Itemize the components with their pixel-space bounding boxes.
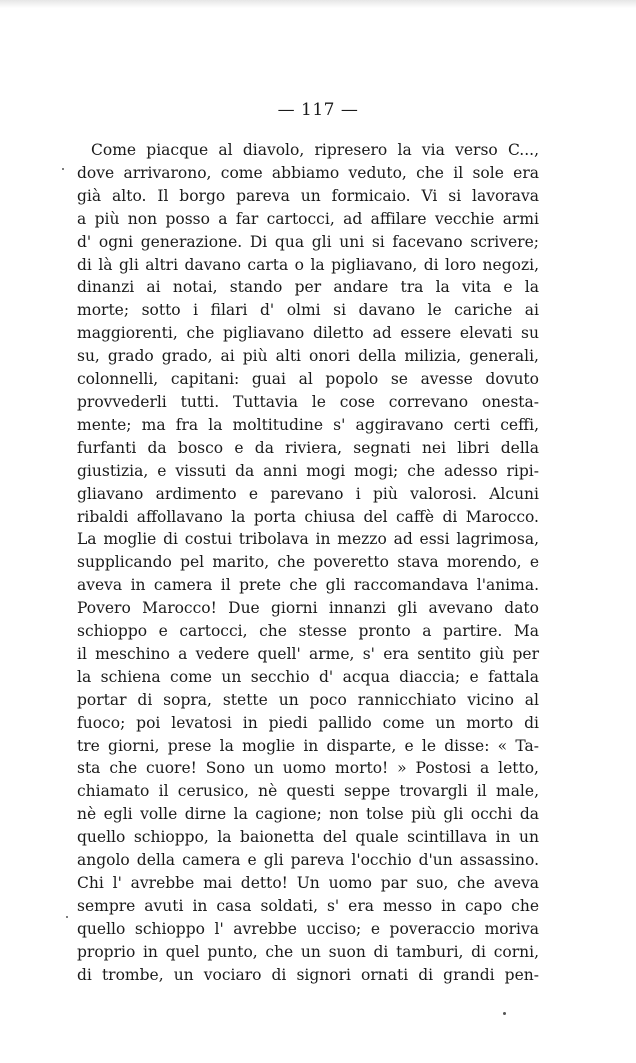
text-line: maggiorenti, che pigliavano diletto ad essere elevati su: [77, 324, 539, 343]
text-line: il meschino a vedere quell' arme, s' era sentito giù per: [77, 644, 539, 663]
scan-speck: [503, 1012, 506, 1015]
text-line: colonnelli, capitani: guai al popolo se avesse dovuto: [77, 370, 539, 389]
text-line: su, grado grado, ai più alti onori della milizia, generali,: [77, 347, 539, 366]
text-line: ribaldi affollavano la porta chiusa del caffè di Marocco.: [77, 507, 539, 526]
text-line: già alto. Il borgo pareva un formicaio. Vi si lavorava: [77, 186, 539, 205]
text-line: sempre avuti in casa soldati, s' era messo in capo che: [77, 896, 539, 915]
text-line: gliavano ardimento e parevano i più valorosi. Alcuni: [77, 484, 539, 503]
page-number: — 117 —: [277, 100, 359, 120]
scan-speck: [66, 916, 68, 918]
text-line: angolo della camera e gli pareva l'occhio d'un assassino.: [77, 851, 539, 870]
text-line: morte; sotto i filari d' olmi si davano le cariche ai: [77, 301, 539, 320]
body-text: [77, 139, 539, 987]
text-line: fuoco; poi levatosi in piedi pallido come un morto di: [77, 713, 539, 732]
text-line: aveva in camera il prete che gli raccomandava l'anima.: [77, 576, 539, 595]
text-line: proprio in quel punto, che un suon di tamburi, di corni,: [77, 942, 539, 961]
text-line: dove arrivarono, come abbiamo veduto, che il sole era: [77, 163, 539, 182]
text-line: nè egli volle dirne la cagione; non tolse più gli occhi da: [77, 805, 539, 824]
text-line: La moglie di costui tribolava in mezzo ad essi lagrimosa,: [77, 530, 539, 549]
text-line: a più non posso a far cartocci, ad affilare vecchie armi: [77, 209, 539, 228]
text-line: Come piacque al diavolo, ripresero la via verso C...,: [91, 141, 539, 159]
scan-speck: [62, 168, 64, 170]
text-line: provvederli tutti. Tuttavia le cose correvano onesta-: [77, 392, 539, 411]
text-line: schioppo e cartocci, che stesse pronto a partire. Ma: [77, 622, 539, 641]
text-line: supplicando pel marito, che poveretto stava morendo, e: [77, 553, 539, 572]
text-line: quello schioppo l' avrebbe ucciso; e poveraccio moriva: [77, 919, 539, 938]
text-line: chiamato il cerusico, nè questi seppe trovargli il male,: [77, 782, 539, 801]
text-line: furfanti da bosco e da riviera, segnati nei libri della: [77, 438, 539, 457]
text-line: quello schioppo, la baionetta del quale scintillava in un: [77, 828, 539, 847]
text-line: Povero Marocco! Due giorni innanzi gli avevano dato: [77, 599, 539, 618]
text-line: di là gli altri davano carta o la pigliavano, di loro negozi,: [77, 255, 539, 274]
text-line: portar di sopra, stette un poco rannicchiato vicino al: [77, 690, 539, 709]
text-line: giustizia, e vissuti da anni mogi mogi; che adesso ripi-: [77, 461, 539, 480]
text-line: la schiena come un secchio d' acqua diaccia; e fattala: [77, 667, 539, 686]
text-line: sta che cuore! Sono un uomo morto! » Postosi a letto,: [77, 759, 539, 778]
text-line: dinanzi ai notai, stando per andare tra la vita e la: [77, 278, 539, 297]
text-line: Chi l' avrebbe mai detto! Un uomo par suo, che aveva: [77, 874, 539, 892]
text-line: di trombe, un vociaro di signori ornati di grandi pen-: [77, 965, 539, 984]
text-line: mente; ma fra la moltitudine s' aggiravano certi ceffi,: [77, 415, 539, 434]
text-line: d' ogni generazione. Di qua gli uni si facevano scrivere;: [77, 232, 539, 251]
page-top-edge: [0, 0, 636, 8]
text-line: tre giorni, prese la moglie in disparte, e le disse: « Ta-: [77, 736, 539, 755]
